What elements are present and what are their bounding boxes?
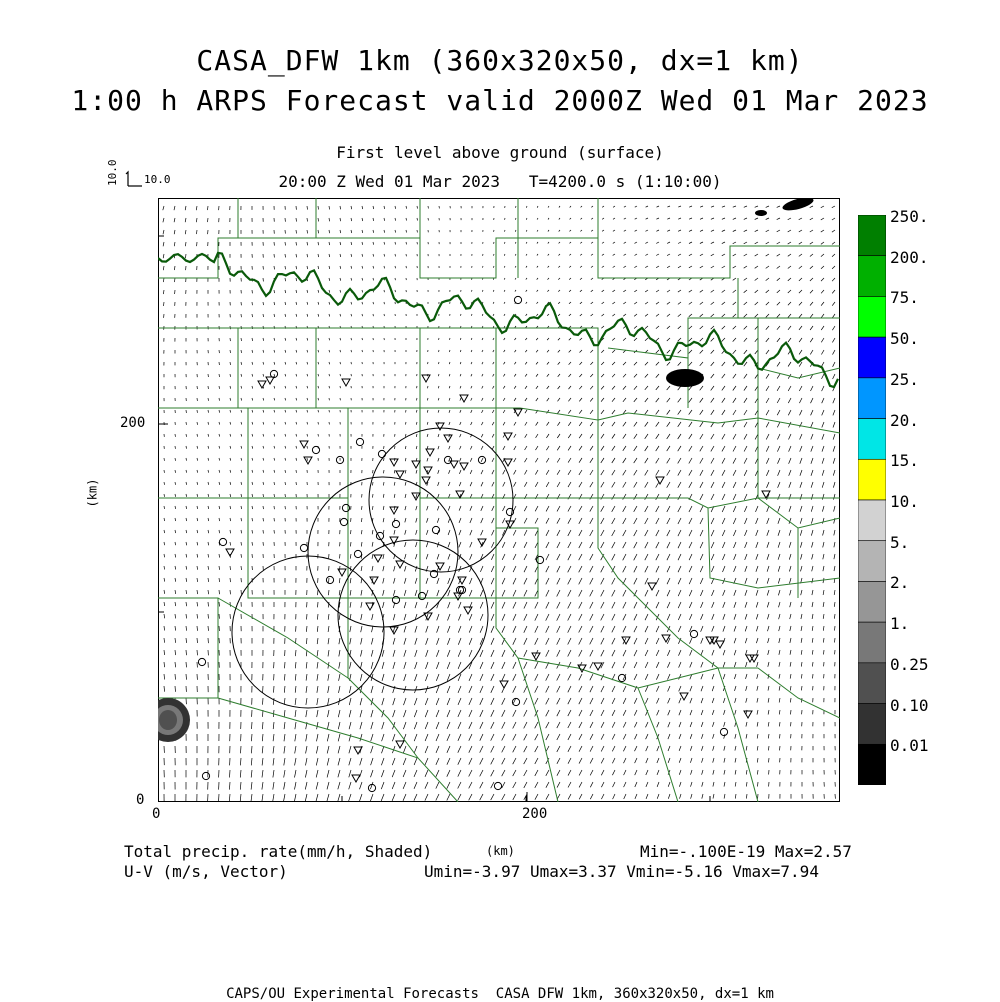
wind-vector [384,266,385,268]
reference-vector-arrow [124,168,148,188]
forecast-map [158,198,840,802]
wind-vector [791,722,792,726]
wind-vector [373,302,374,304]
wind-vector [318,410,319,412]
shaded-field-description: Total precip. rate(mm/h, Shaded) [124,842,432,861]
wind-vector [219,386,220,389]
wind-vector [373,482,374,485]
wind-vector [263,506,264,509]
wind-vector [186,434,187,437]
wind-vector [285,254,286,257]
wind-vector [758,782,759,787]
wind-vector [285,266,286,269]
wind-vector [373,278,374,280]
wind-vector [406,218,407,221]
colorbar-label: 15. [890,451,919,470]
wind-vector [835,626,836,631]
wind-vector [274,482,275,485]
wind-vector [219,602,220,607]
wind-vector [230,350,231,353]
colorbar-cell [858,419,886,460]
wind-vector [351,350,352,352]
wind-vector [439,362,440,364]
wind-vector [516,206,517,208]
wind-vector [417,218,418,221]
title-line-1: CASA_DFW 1km (360x320x50, dx=1 km) [0,44,1000,77]
wind-vector [219,590,220,594]
wind-vector [780,746,781,750]
colorbar-cell [858,337,886,378]
colorbar-label: 0.01 [890,736,929,755]
wind-vector [406,422,407,425]
wind-vector [329,578,330,583]
wind-vector [186,650,187,655]
wind-vector [274,266,275,269]
wind-vector [263,302,264,305]
colorbar-cell [858,622,886,663]
wind-vector [208,410,209,413]
wind-vector [285,482,286,485]
wind-vector [219,398,220,401]
wind-vector [241,338,242,341]
wind-min-max: Umin=-3.97 Umax=3.37 Vmin=-5.16 Vmax=7.94 [424,862,819,881]
wind-vector [208,422,209,425]
wind-vector [296,242,297,245]
y-tick-200: 200 [120,415,145,431]
time-info: 20:00 Z Wed 01 Mar 2023 T=4200.0 s (1:10:00) [160,172,840,191]
wind-vector [835,638,836,643]
wind-vector [296,434,297,437]
wind-vector [263,494,264,497]
wind-vector [186,446,187,449]
wind-vector [241,566,242,570]
wind-vector [472,290,473,292]
wind-vector [175,458,176,461]
x-axis-label: (km) [486,844,515,858]
precip-colorbar [858,215,886,785]
reference-vector-side-label: 10.0 [106,160,119,187]
wind-vector [274,686,275,693]
colorbar-label: 75. [890,288,919,307]
colorbar-cell [858,256,886,297]
wind-vector [395,446,396,449]
wind-vector [175,674,176,680]
wind-vector [186,458,187,461]
wind-vector [428,386,429,388]
colorbar-label: 10. [890,492,919,511]
wind-vector [252,314,253,317]
wind-vector [296,458,297,461]
reference-vector-top-label: 10.0 [144,173,171,186]
wind-vector [263,314,264,317]
wind-vector [175,482,176,485]
wind-vector [241,542,242,546]
wind-vector [285,242,286,246]
wind-vector [395,242,396,245]
colorbar-label: 25. [890,370,919,389]
wind-vector [263,698,264,705]
wind-vector [494,254,495,256]
wind-vector [329,374,330,376]
wind-vector [164,482,165,485]
wind-vector [791,710,792,714]
wind-vector [318,398,319,400]
wind-vector [505,230,506,232]
wind-vector [362,314,363,316]
wind-vector [417,398,418,400]
wind-vector [780,734,781,738]
wind-vector [340,362,341,364]
wind-vector [318,590,319,595]
colorbar-cell [858,215,886,256]
vector-field-description: U-V (m/s, Vector) [124,862,288,881]
wind-vector [307,206,308,210]
colorbar-label: 20. [890,411,919,430]
title-line-2: 1:00 h ARPS Forecast valid 2000Z Wed 01 Mar 2023 [0,84,1000,117]
wind-vector [307,218,308,222]
wind-vector [252,518,253,521]
colorbar-cell [858,704,886,745]
wind-vector [197,230,198,234]
wind-vector [307,614,308,620]
colorbar-label: 0.25 [890,655,929,674]
wind-vector [230,566,231,570]
wind-vector [263,518,264,521]
colorbar-cell [858,378,886,419]
y-tick-0: 0 [136,792,144,808]
wind-vector [362,302,363,304]
wind-vector [252,530,253,533]
wind-vector [483,266,484,268]
colorbar-cell [858,459,886,500]
wind-vector [461,314,462,316]
wind-vector [252,722,253,729]
wind-vector [208,398,209,401]
wind-vector [164,302,165,306]
wind-vector [395,266,396,268]
wind-vector [208,602,209,606]
wind-vector [296,230,297,234]
wind-vector [296,218,297,222]
wind-vector [186,674,187,680]
wind-vector [208,626,209,631]
x-tick-200: 200 [522,806,547,822]
wind-vector [230,770,231,778]
wind-vector [318,602,319,607]
wind-vector [186,254,187,258]
wind-vector [197,422,198,425]
colorbar-cell [858,296,886,337]
wind-vector [252,542,253,546]
wind-vector [318,386,319,388]
x-tick-0: 0 [152,806,160,822]
wind-vector [175,470,176,473]
colorbar-label: 200. [890,248,929,267]
wind-vector [813,674,814,678]
wind-vector [340,374,341,376]
wind-vector [208,218,209,222]
colorbar-label: 2. [890,573,909,592]
wind-vector [241,554,242,558]
wind-vector [285,662,286,668]
colorbar-cell [858,541,886,582]
wind-vector [197,626,198,631]
wind-vector [351,338,352,340]
precip-cell [159,710,177,730]
colorbar-label: 5. [890,533,909,552]
wind-vector [307,434,308,437]
wind-vector [769,758,770,762]
wind-vector [417,206,418,209]
precip-cell [755,210,767,216]
wind-vector [351,530,352,534]
wind-vector [219,794,220,802]
wind-vector [307,410,308,412]
precip-min-max: Min=-.100E-19 Max=2.57 [640,842,852,861]
wind-vector [307,422,308,424]
subtitle: First level above ground (surface) [0,143,1000,162]
y-axis-label: (km) [85,479,99,508]
wind-vector [197,434,198,437]
wind-vector [450,338,451,340]
wind-vector [340,350,341,352]
wind-vector [406,230,407,233]
wind-vector [274,494,275,497]
wind-vector [208,206,209,210]
colorbar-label: 50. [890,329,919,348]
colorbar-cell [858,744,886,785]
wind-vector [197,650,198,655]
precip-cell [666,369,704,387]
wind-vector [186,662,187,667]
wind-vector [329,386,330,388]
wind-vector [274,290,275,293]
wind-vector [230,374,231,377]
wind-vector [296,446,297,449]
wind-vector [208,614,209,619]
wind-vector [175,278,176,282]
wind-vector [197,638,198,643]
wind-vector [164,494,165,497]
colorbar-label: 1. [890,614,909,633]
wind-vector [219,374,220,377]
wind-vector [285,458,286,461]
colorbar-label: 250. [890,207,929,226]
wind-vector [175,686,176,692]
wind-vector [241,350,242,353]
footer-credit: CAPS/OU Experimental Forecasts CASA DFW 1km, 360x320x50, dx=1 km [0,986,1000,1002]
wind-vector [384,470,385,473]
wind-vector [362,506,363,510]
colorbar-label: 0.10 [890,696,929,715]
colorbar-cell [858,663,886,704]
wind-vector [164,506,165,509]
wind-vector [230,362,231,365]
wind-vector [230,590,231,594]
wind-vector [373,494,374,498]
wind-vector [340,554,341,559]
wind-vector [395,254,396,256]
wind-vector [285,470,286,473]
wind-vector [406,242,407,244]
wind-vector [230,578,231,582]
wind-vector [318,206,319,210]
colorbar-cell [858,500,886,541]
wind-vector [824,650,825,655]
colorbar-cell [858,581,886,622]
wind-vector [241,746,242,753]
